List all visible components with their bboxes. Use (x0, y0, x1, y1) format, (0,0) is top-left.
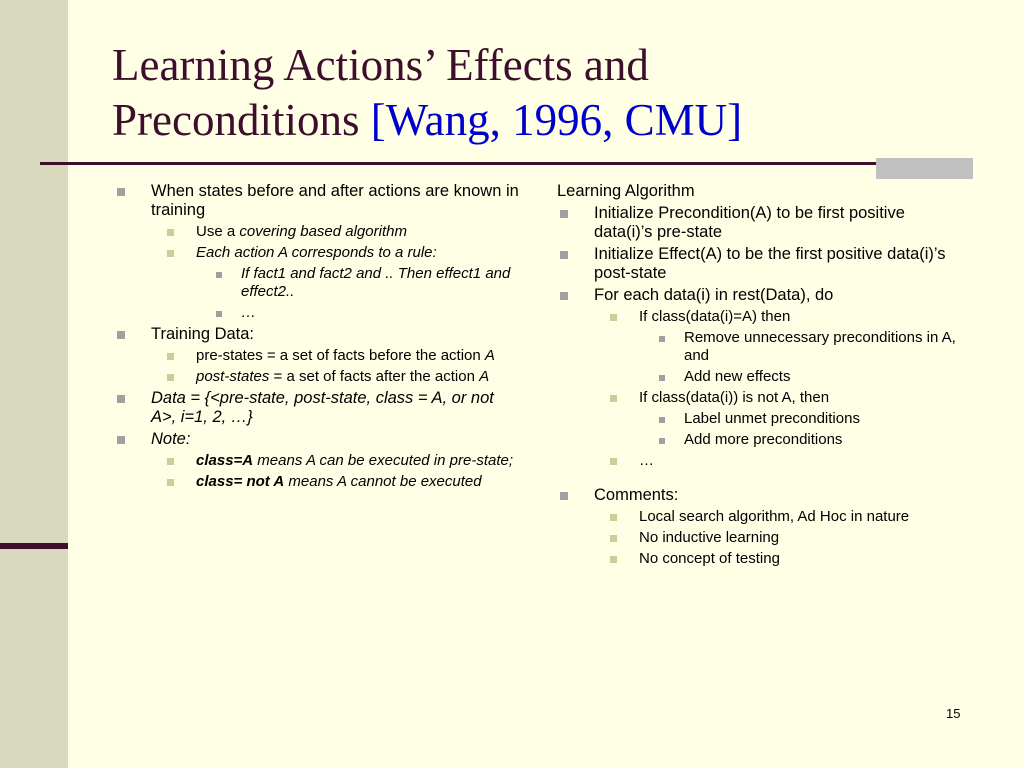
square-bullet-icon (167, 353, 174, 360)
list-item: Initialize Precondition(A) to be first positive data(i)’s pre-state (553, 204, 963, 242)
square-bullet-icon (610, 458, 617, 465)
title-divider-accent (876, 158, 973, 179)
list-item: Add new effects (553, 368, 963, 386)
square-bullet-icon (560, 251, 568, 259)
list-item: If fact1 and fact2 and .. Then effect1 and effect2.. (110, 265, 520, 301)
list-item: Initialize Effect(A) to be the first positive data(i)’s post-state (553, 245, 963, 283)
stripe-accent-bar (0, 543, 68, 549)
list-item: If class(data(i)=A) then (553, 308, 963, 326)
square-bullet-icon (610, 535, 617, 542)
square-bullet-icon (659, 438, 665, 444)
list-item: Data = {<pre-state, post-state, class = A, or not A>, i=1, 2, …} (110, 389, 520, 427)
list-item: Add more preconditions (553, 431, 963, 449)
title-divider (40, 162, 960, 165)
square-bullet-icon (610, 395, 617, 402)
list-item: Local search algorithm, Ad Hoc in nature (553, 508, 963, 526)
square-bullet-icon (610, 514, 617, 521)
list-item: No inductive learning (553, 529, 963, 547)
square-bullet-icon (167, 229, 174, 236)
square-bullet-icon (167, 374, 174, 381)
square-bullet-icon (560, 492, 568, 500)
list-item: class= not A means A cannot be executed (110, 473, 520, 491)
list-item: When states before and after actions are known in training (110, 182, 520, 220)
square-bullet-icon (560, 292, 568, 300)
list-item: Remove unnecessary preconditions in A, and (553, 329, 963, 365)
square-bullet-icon (167, 458, 174, 465)
square-bullet-icon (167, 250, 174, 257)
square-bullet-icon (117, 436, 125, 444)
square-bullet-icon (117, 395, 125, 403)
square-bullet-icon (216, 272, 222, 278)
square-bullet-icon (117, 188, 125, 196)
list-item: Label unmet preconditions (553, 410, 963, 428)
left-column (110, 182, 520, 494)
list-item: class=A means A can be executed in pre-state; (110, 452, 520, 470)
list-item: Comments: (553, 486, 963, 505)
list-item: post-states = a set of facts after the action A (110, 368, 520, 386)
square-bullet-icon (659, 417, 665, 423)
page-number: 15 (946, 706, 961, 721)
list-item: No concept of testing (553, 550, 963, 568)
square-bullet-icon (167, 479, 174, 486)
square-bullet-icon (659, 375, 665, 381)
list-item: If class(data(i)) is not A, then (553, 389, 963, 407)
left-stripe (0, 0, 68, 768)
right-column (553, 182, 963, 571)
square-bullet-icon (610, 556, 617, 563)
square-bullet-icon (560, 210, 568, 218)
slide-title (112, 38, 742, 148)
list-heading: Learning Algorithm (557, 182, 695, 200)
list-item: Use a covering based algorithm (110, 223, 520, 241)
title-citation: [Wang, 1996, CMU] (370, 95, 743, 145)
square-bullet-icon (659, 336, 665, 342)
title-line2: Preconditions (112, 95, 371, 145)
list-item: Training Data: (110, 325, 520, 344)
list-item: Each action A corresponds to a rule: (110, 244, 520, 262)
square-bullet-icon (610, 314, 617, 321)
square-bullet-icon (117, 331, 125, 339)
title-line1: Learning Actions’ Effects and (112, 40, 649, 90)
list-item: Note: (110, 430, 520, 449)
list-item: … (110, 304, 520, 322)
square-bullet-icon (216, 311, 222, 317)
list-item: … (553, 452, 963, 470)
list-item: For each data(i) in rest(Data), do (553, 286, 963, 305)
list-item: pre-states = a set of facts before the action A (110, 347, 520, 365)
